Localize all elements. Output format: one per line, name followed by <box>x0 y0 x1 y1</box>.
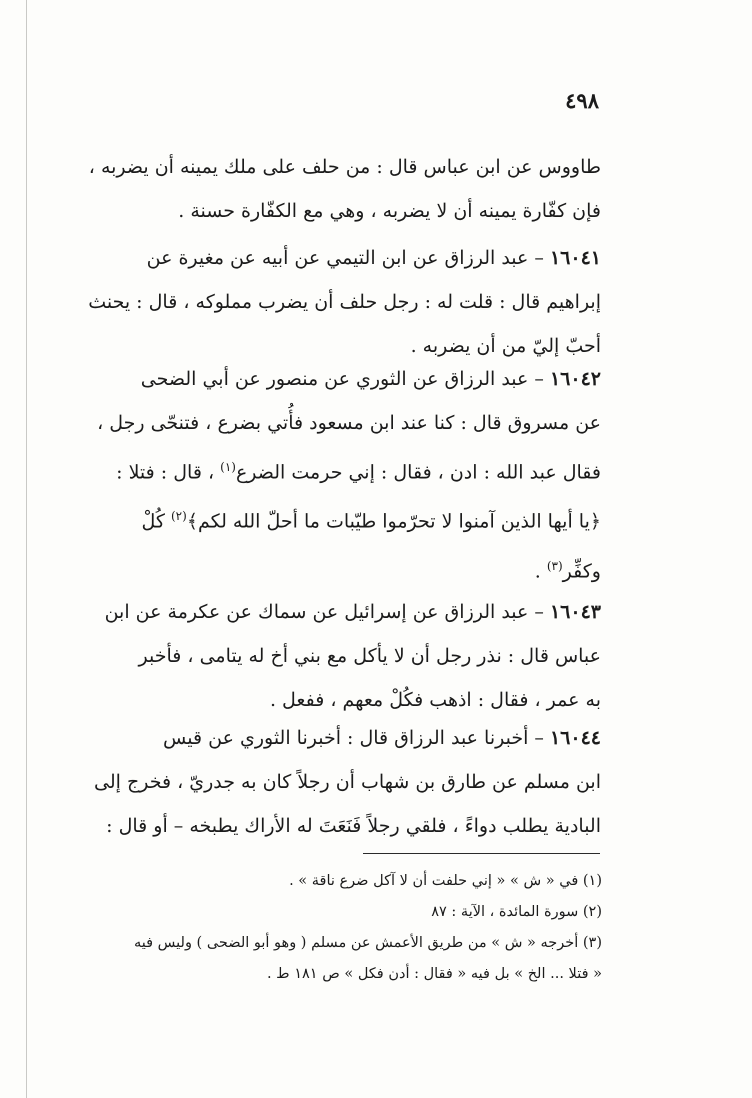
hadith-16042 <box>88 357 601 593</box>
paragraph-continuation <box>88 145 601 233</box>
footnote: (٣) أخرجه « ش » من طريق الأعمش عن مسلم ( وهو أبو الضحى ) وليس فيه <box>133 935 602 951</box>
text-line: ابن مسلم عن طارق بن شهاب أن رجلاً كان به جدريّ ، فخرج إلى <box>94 771 601 793</box>
hadith-16041 <box>88 236 601 368</box>
text-line: فإن كفّارة يمينه أن لا يضربه ، وهي مع الكفّارة حسنة . <box>178 200 601 222</box>
footnote: (٢) سورة المائدة ، الآية : ٨٧ <box>431 904 602 920</box>
page-binding-line <box>26 0 27 1098</box>
text-line: – عبد الرزاق عن الثوري عن منصور عن أبي الضحى <box>140 368 544 390</box>
quran-verse: ﴿يا أيها الذين آمنوا لا تحرّموا طيّبات ما أحلّ الله لكم﴾ <box>186 510 601 533</box>
hadith-16044 <box>88 716 601 848</box>
footnote: « فتلا ... الخ » بل فيه « فقال : أدن فكل » ص ١٨١ ط . <box>266 966 602 982</box>
text-line: إبراهيم قال : قلت له : رجل حلف أن يضرب مملوكه ، قال : يحنث <box>88 291 601 313</box>
text-line: البادية يطلب دواءً ، فلقي رجلاً فَنَعَتَ له الأراك يطبخه – أو قال : <box>106 815 601 837</box>
hadith-number: ١٦٠٤٢ <box>549 368 601 390</box>
footnote-divider <box>363 853 600 854</box>
hadith-16043 <box>88 590 601 722</box>
footnotes <box>100 866 602 990</box>
text-line-tail: . <box>534 559 541 582</box>
hadith-number: ١٦٠٤٣ <box>549 601 601 623</box>
footnote: (١) في « ش » « إني حلفت أن لا آكل ضرع ناقة » . <box>289 873 602 889</box>
text-line: به عمر ، فقال : اذهب فكُلْ معهم ، ففعل . <box>269 689 601 711</box>
footnote-ref: (١) <box>220 460 236 474</box>
text-line: عباس قال : نذر رجل أن لا يأكل مع بني أخ له يتامى ، فأخبر <box>138 645 601 667</box>
text-line: أحبّ إليّ من أن يضربه . <box>410 335 601 357</box>
footnote-ref: (٣) <box>546 558 563 573</box>
text-line: طاووس عن ابن عباس قال : من حلف على ملك يمينه أن يضربه ، <box>88 156 601 178</box>
text-line: فقال عبد الله : ادن ، فقال : إني حرمت الضرع <box>235 461 601 484</box>
footnote-ref: (٢) <box>170 509 187 524</box>
text-line: وكفِّر <box>562 559 601 582</box>
hadith-number: ١٦٠٤١ <box>549 247 601 269</box>
text-line: – عبد الرزاق عن إسرائيل عن سماك عن عكرمة عن ابن <box>104 601 544 623</box>
text-line: – أخبرنا عبد الرزاق قال : أخبرنا الثوري عن قيس <box>163 727 544 749</box>
hadith-number: ١٦٠٤٤ <box>549 727 601 749</box>
text-line: عن مسروق قال : كنا عند ابن مسعود فأُتي بضرع ، فتنحّى رجل ، <box>97 412 601 434</box>
text-line-tail: كُلْ <box>141 510 165 533</box>
text-line: – عبد الرزاق عن ابن التيمي عن أبيه عن مغيرة عن <box>146 247 544 269</box>
text-line-tail: ، قال : فتلا : <box>116 461 215 484</box>
page-number: ٤٩٨ <box>565 88 599 113</box>
